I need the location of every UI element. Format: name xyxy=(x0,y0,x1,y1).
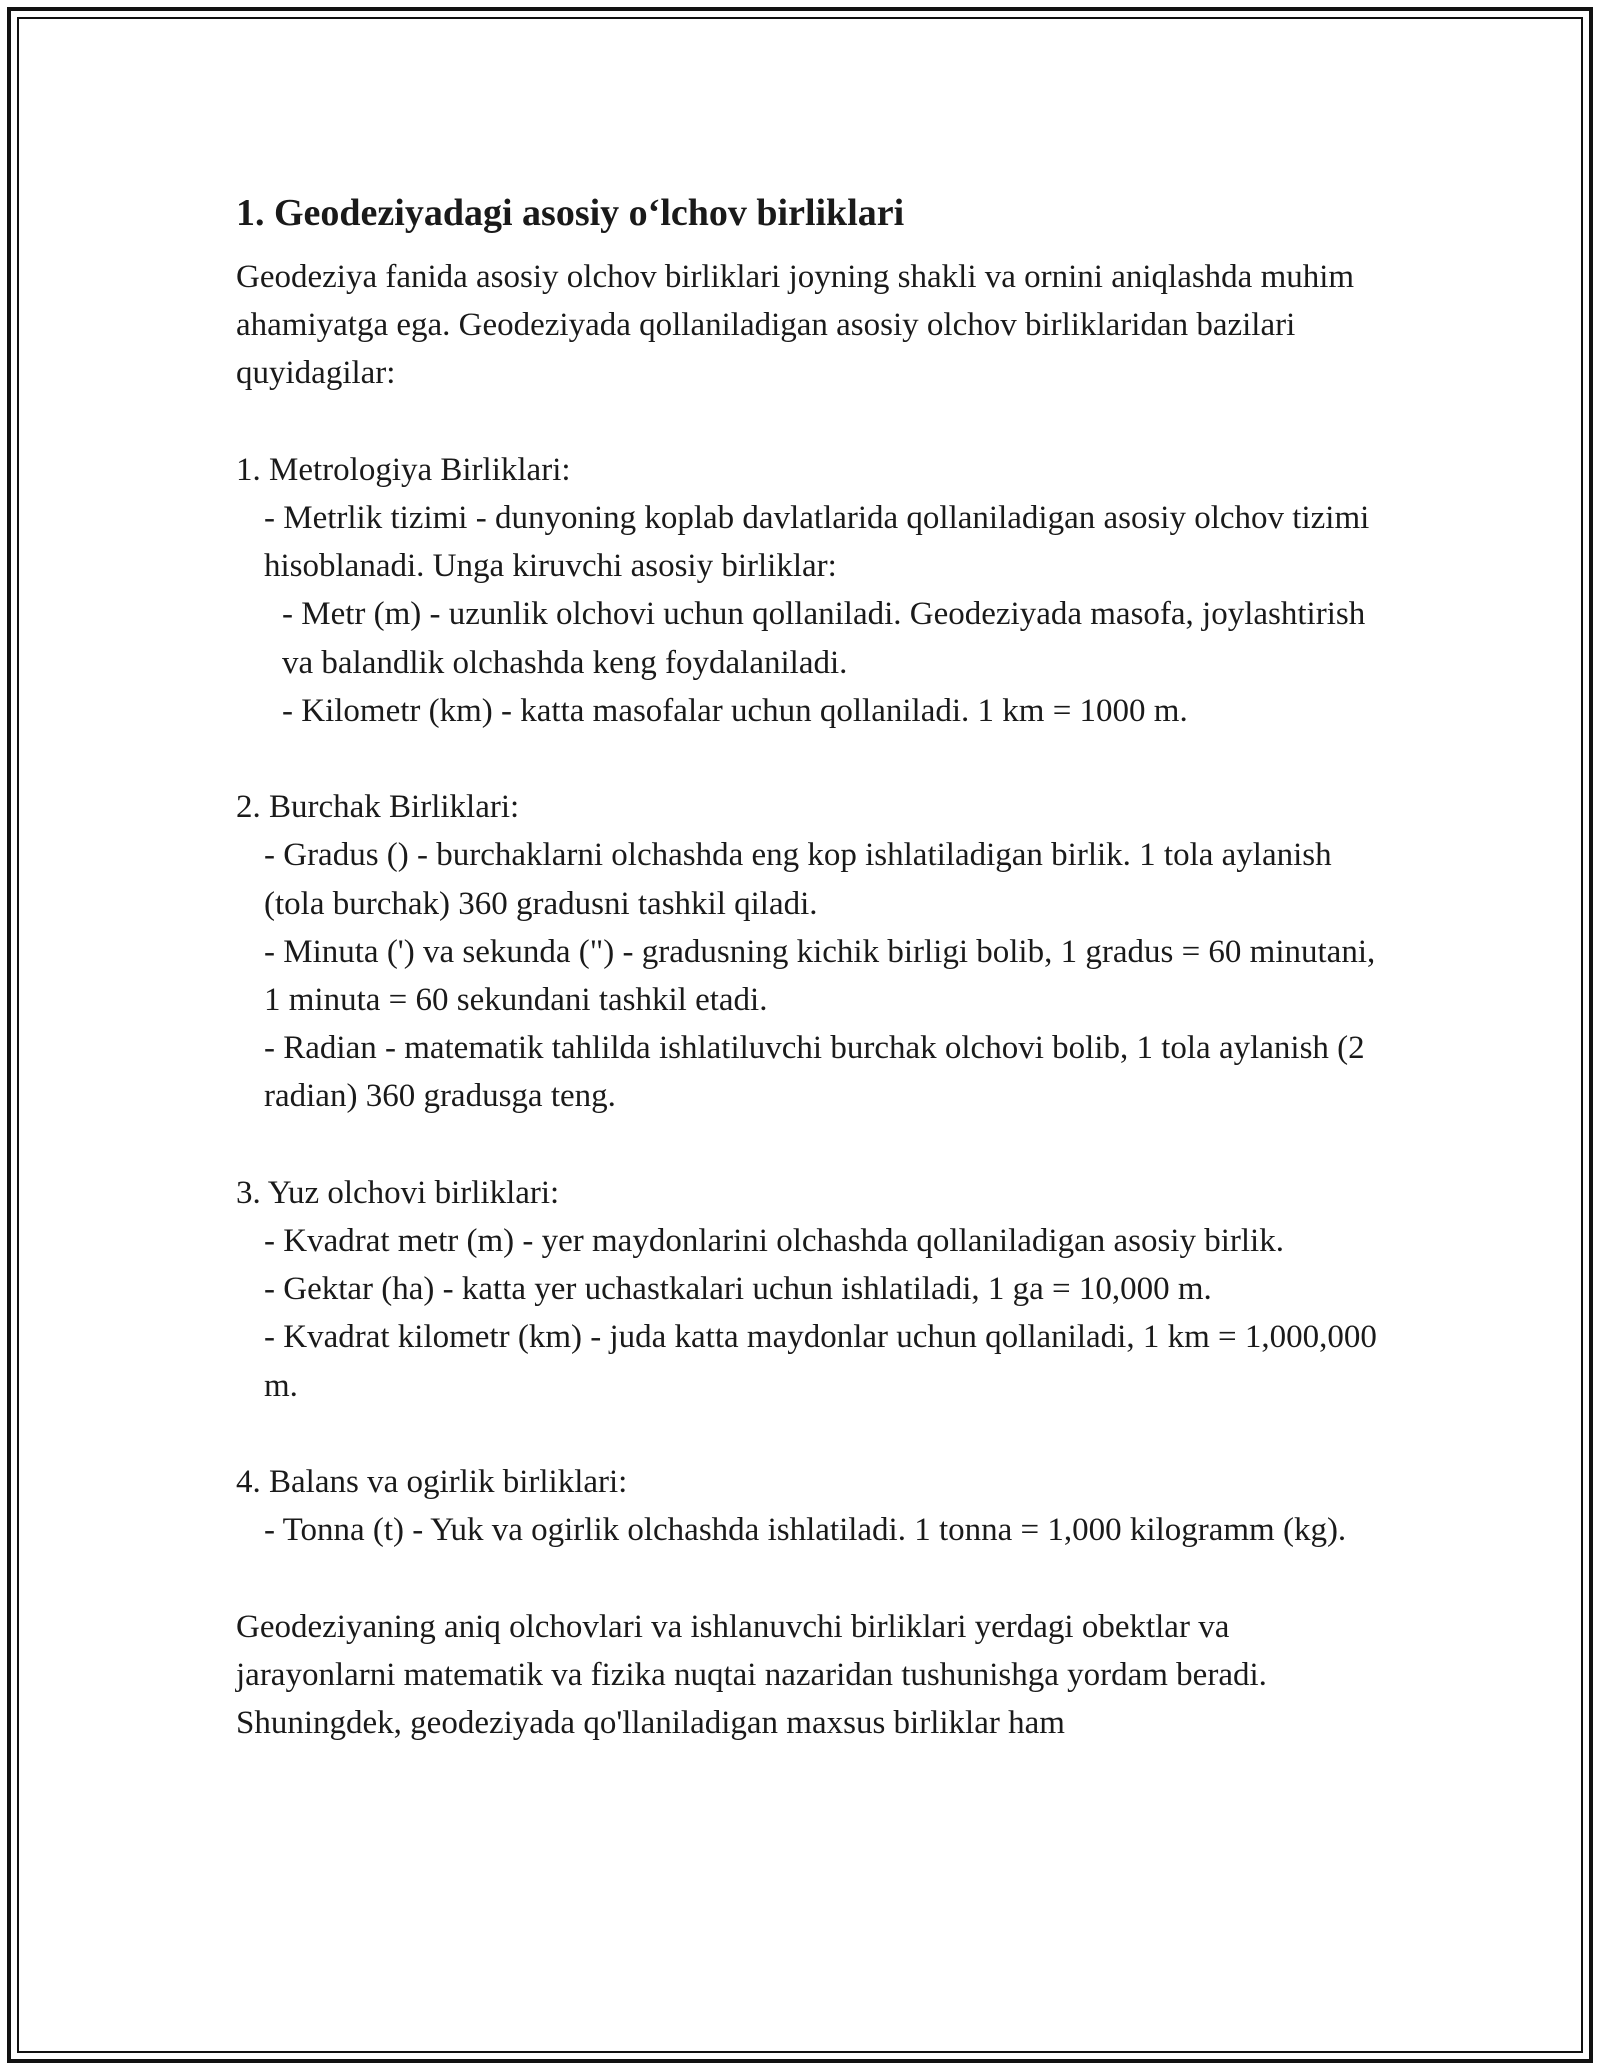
paragraph-gap xyxy=(236,1121,1386,1169)
list-item: - Minuta (') va sekunda (") - gradusning kichik birligi bolib, 1 gradus = 60 minutani, 1 minuta = 60 sekundani tashkil etadi. xyxy=(264,933,1376,1019)
list-item: - Kilometr (km) - katta masofalar uchun qollaniladi. 1 km = 1000 m. xyxy=(282,692,1188,729)
list-item: - Metrlik tizimi - dunyoning koplab davlatlarida qollaniladigan asosiy olchov tizimi hisoblanadi. Unga kiruvchi asosiy birliklar: xyxy=(264,500,1370,585)
list-item: - Gradus () - burchaklarni olchashda eng kop ishlatiladigan birlik. 1 tola aylanish (tola burchak) 360 gradusni tashkil qiladi. xyxy=(264,837,1332,922)
section-title-angle-units: 2. Burchak Birliklari: xyxy=(236,789,520,826)
document-page xyxy=(236,185,1386,1747)
paragraph-gap xyxy=(236,1554,1386,1602)
section-title-weight-units: 4. Balans va ogirlik birliklari: xyxy=(236,1464,628,1501)
paragraph-gap xyxy=(236,1410,1386,1458)
section-title-metrology: 1. Metrologiya Birliklari: xyxy=(236,451,571,488)
section-title-area-units: 3. Yuz olchovi birliklari: xyxy=(236,1174,560,1211)
list-item: - Kvadrat kilometr (km) - juda katta maydonlar uchun qollaniladi, 1 km = 1,000,000 m. xyxy=(264,1319,1377,1404)
paragraph-gap xyxy=(236,735,1386,783)
list-item: - Kvadrat metr (m) - yer maydonlarini olchashda qollaniladigan asosiy birlik. xyxy=(264,1223,1284,1260)
list-item: - Gektar (ha) - katta yer uchastkalari uchun ishlatiladi, 1 ga = 10,000 m. xyxy=(264,1271,1212,1308)
conclusion-paragraph: Geodeziyaning aniq olchovlari va ishlanuvchi birliklari yerdagi obektlar va jarayonlarni matematik va fizika nuqtai nazaridan tushunishga yordam beradi. Shuningdek, geodeziyada qo'llaniladigan maxsus birliklar ham xyxy=(236,1608,1267,1742)
list-item: - Radian - matematik tahlilda ishlatiluvchi burchak olchovi bolib, 1 tola aylanish (2 radian) 360 gradusga teng. xyxy=(264,1030,1365,1115)
section-heading: 1. Geodeziyadagi asosiy oʻlchov birliklari xyxy=(236,192,905,234)
paragraph-gap xyxy=(236,398,1386,446)
intro-paragraph: Geodeziya fanida asosiy olchov birliklari joyning shakli va ornini aniqlashda muhim ahamiyatga ega. Geodeziyada qollaniladigan asosiy olchov birliklaridan bazilari quyidagilar: xyxy=(236,259,1355,392)
list-item: - Tonna (t) - Yuk va ogirlik olchashda ishlatiladi. 1 tonna = 1,000 kilogramm (kg). xyxy=(264,1512,1347,1549)
list-item: - Metr (m) - uzunlik olchovi uchun qollaniladi. Geodeziyada masofa, joylashtirish va balandlik olchashda keng foydalaniladi. xyxy=(282,596,1366,681)
